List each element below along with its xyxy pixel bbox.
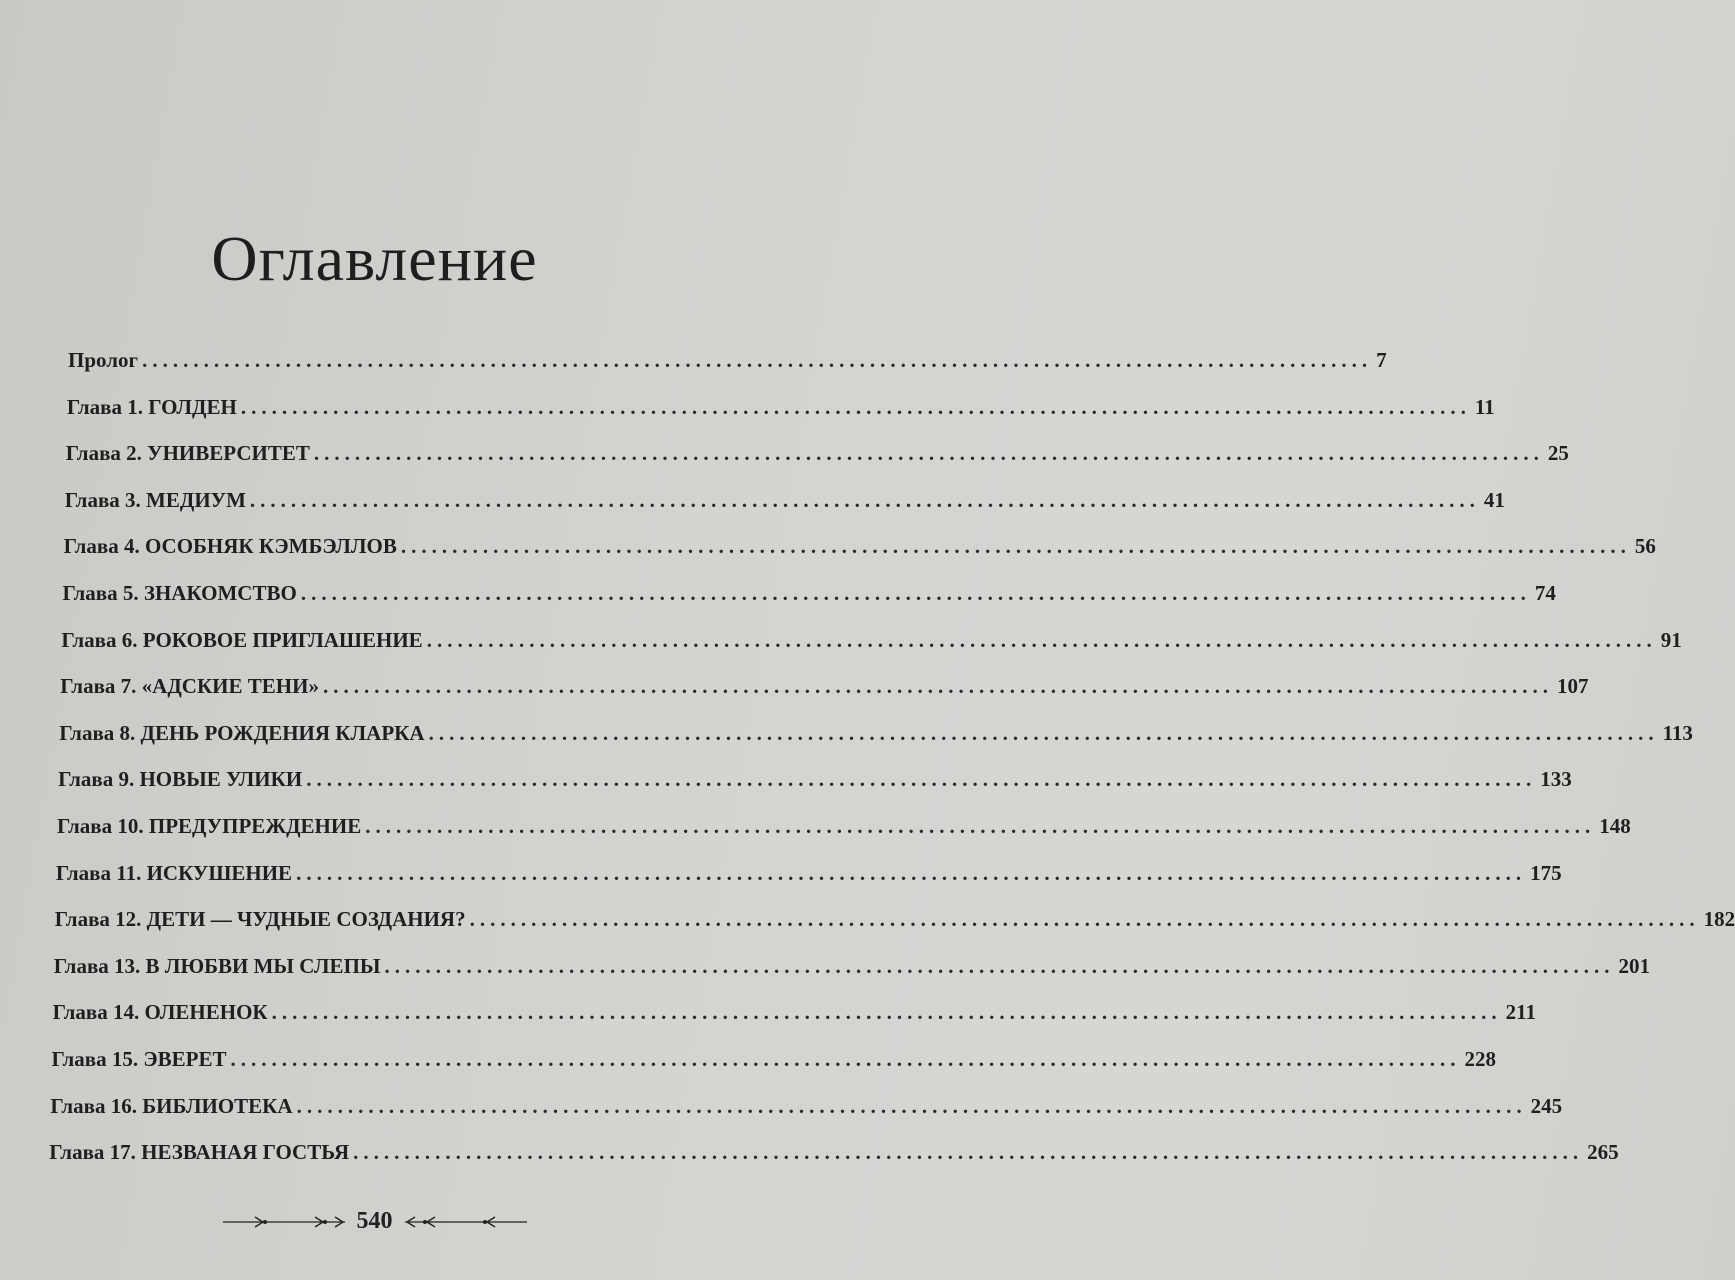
- toc-entry-label: Глава 5. ЗНАКОМСТВО: [62, 581, 297, 605]
- toc-entry-label: Глава 1. ГОЛДЕН: [66, 394, 237, 419]
- toc-entry-label: Глава 12. ДЕТИ — ЧУДНЫЕ СОЗДАНИЯ?: [54, 907, 466, 932]
- left-arrow-ornament-icon: [221, 1214, 347, 1230]
- toc-entry: [65, 441, 1569, 471]
- toc-entry: [60, 674, 1589, 704]
- dot-leader: ........................................................................................................................: [384, 953, 1615, 978]
- toc-entry-page-number: 56: [1634, 534, 1656, 559]
- toc-entry-page-number: 74: [1534, 581, 1556, 605]
- toc-entry-label: Глава 9. НОВЫЕ УЛИКИ: [58, 767, 303, 792]
- toc-entry: [63, 534, 1656, 564]
- dot-leader: ........................................................................................................................: [240, 394, 1471, 419]
- dot-leader: ........................................................................................................................: [400, 534, 1631, 559]
- toc-entry-page-number: 201: [1618, 953, 1651, 978]
- toc-entry-label: Глава 8. ДЕНЬ РОЖДЕНИЯ КЛАРКА: [59, 720, 425, 745]
- toc-entry: [49, 1140, 1619, 1170]
- dot-leader: ........................................................................................................................: [271, 1000, 1502, 1025]
- toc-entry-label: Глава 2. УНИВЕРСИТЕТ: [65, 441, 310, 466]
- toc-entry: [53, 953, 1651, 984]
- toc-entry-page-number: 113: [1662, 720, 1693, 745]
- toc-entry-label: Глава 10. ПРЕДУПРЕЖДЕНИЕ: [57, 814, 362, 838]
- toc-entry: [59, 720, 1693, 751]
- dot-leader: ........................................................................................................................: [428, 720, 1659, 745]
- dot-leader: ........................................................................................................................: [365, 814, 1596, 838]
- dot-leader: ........................................................................................................................: [300, 581, 1531, 605]
- toc-entry-label: Глава 4. ОСОБНЯК КЭМБЭЛЛОВ: [63, 534, 397, 559]
- toc-entry-page-number: 175: [1530, 860, 1562, 885]
- toc-entry: [52, 1000, 1536, 1030]
- toc-entry: [57, 814, 1631, 844]
- toc-entry-page-number: 245: [1530, 1093, 1563, 1118]
- page-footer: [0, 1208, 749, 1235]
- toc-entry: [50, 1093, 1563, 1124]
- toc-entry-page-number: 133: [1540, 767, 1572, 792]
- toc-entry-label: Глава 13. В ЛЮБВИ МЫ СЛЕПЫ: [53, 953, 381, 978]
- toc-entry-page-number: 148: [1599, 814, 1631, 838]
- page-title: Оглавление: [211, 223, 538, 294]
- toc-entry-label: Глава 6. РОКОВОЕ ПРИГЛАШЕНИЕ: [61, 627, 423, 652]
- toc-entry-label: Глава 11. ИСКУШЕНИЕ: [55, 860, 293, 885]
- toc-entry: [68, 348, 1387, 378]
- toc-entry-page-number: 265: [1587, 1140, 1619, 1165]
- toc-entry: [66, 394, 1495, 425]
- toc-entry-page-number: 25: [1547, 441, 1569, 466]
- toc-entry-page-number: 91: [1660, 627, 1682, 652]
- toc-entry-label: Глава 3. МЕДИУМ: [64, 487, 246, 512]
- toc-entry-page-number: 41: [1483, 487, 1505, 512]
- right-arrow-ornament-icon: [403, 1214, 529, 1230]
- toc-entry-label: Глава 7. «АДСКИЕ ТЕНИ»: [60, 674, 319, 699]
- toc-entry-label: Глава 17. НЕЗВАНАЯ ГОСТЬЯ: [49, 1140, 350, 1165]
- toc-entry-page-number: 182: [1703, 907, 1735, 932]
- toc-entry-page-number: 211: [1505, 1000, 1536, 1025]
- dot-leader: ........................................................................................................................: [353, 1140, 1584, 1165]
- dot-leader: ........................................................................................................................: [322, 674, 1553, 699]
- toc-entry: [62, 581, 1556, 611]
- toc-entry-label: Глава 14. ОЛЕНЕНОК: [52, 1000, 268, 1025]
- toc-entry-page-number: 7: [1376, 348, 1387, 372]
- dot-leader: ........................................................................................................................: [142, 348, 1373, 372]
- toc-entry-label: Глава 16. БИБЛИОТЕКА: [50, 1093, 293, 1118]
- dot-leader: ........................................................................................................................: [296, 860, 1527, 885]
- dot-leader: ........................................................................................................................: [426, 627, 1657, 652]
- toc-entry: [51, 1047, 1496, 1077]
- page-number: 540: [356, 1208, 393, 1234]
- dot-leader: ........................................................................................................................: [313, 441, 1544, 466]
- toc-entry: [54, 907, 1735, 937]
- toc-entry: [58, 767, 1572, 797]
- toc-entry-page-number: 107: [1556, 674, 1589, 699]
- dot-leader: ........................................................................................................................: [306, 767, 1537, 792]
- toc-entry-page-number: 228: [1464, 1047, 1496, 1071]
- dot-leader: ........................................................................................................................: [230, 1047, 1461, 1071]
- toc-entry-page-number: 11: [1474, 394, 1495, 419]
- dot-leader: ........................................................................................................................: [469, 907, 1700, 932]
- toc-entry-label: Глава 15. ЭВЕРЕТ: [51, 1047, 227, 1071]
- dot-leader: ........................................................................................................................: [296, 1093, 1527, 1118]
- toc-entry: [55, 860, 1562, 891]
- toc-entry: [64, 487, 1505, 518]
- toc-entry: [61, 627, 1682, 658]
- dot-leader: ........................................................................................................................: [249, 487, 1480, 512]
- toc-entry-label: Пролог: [68, 348, 139, 372]
